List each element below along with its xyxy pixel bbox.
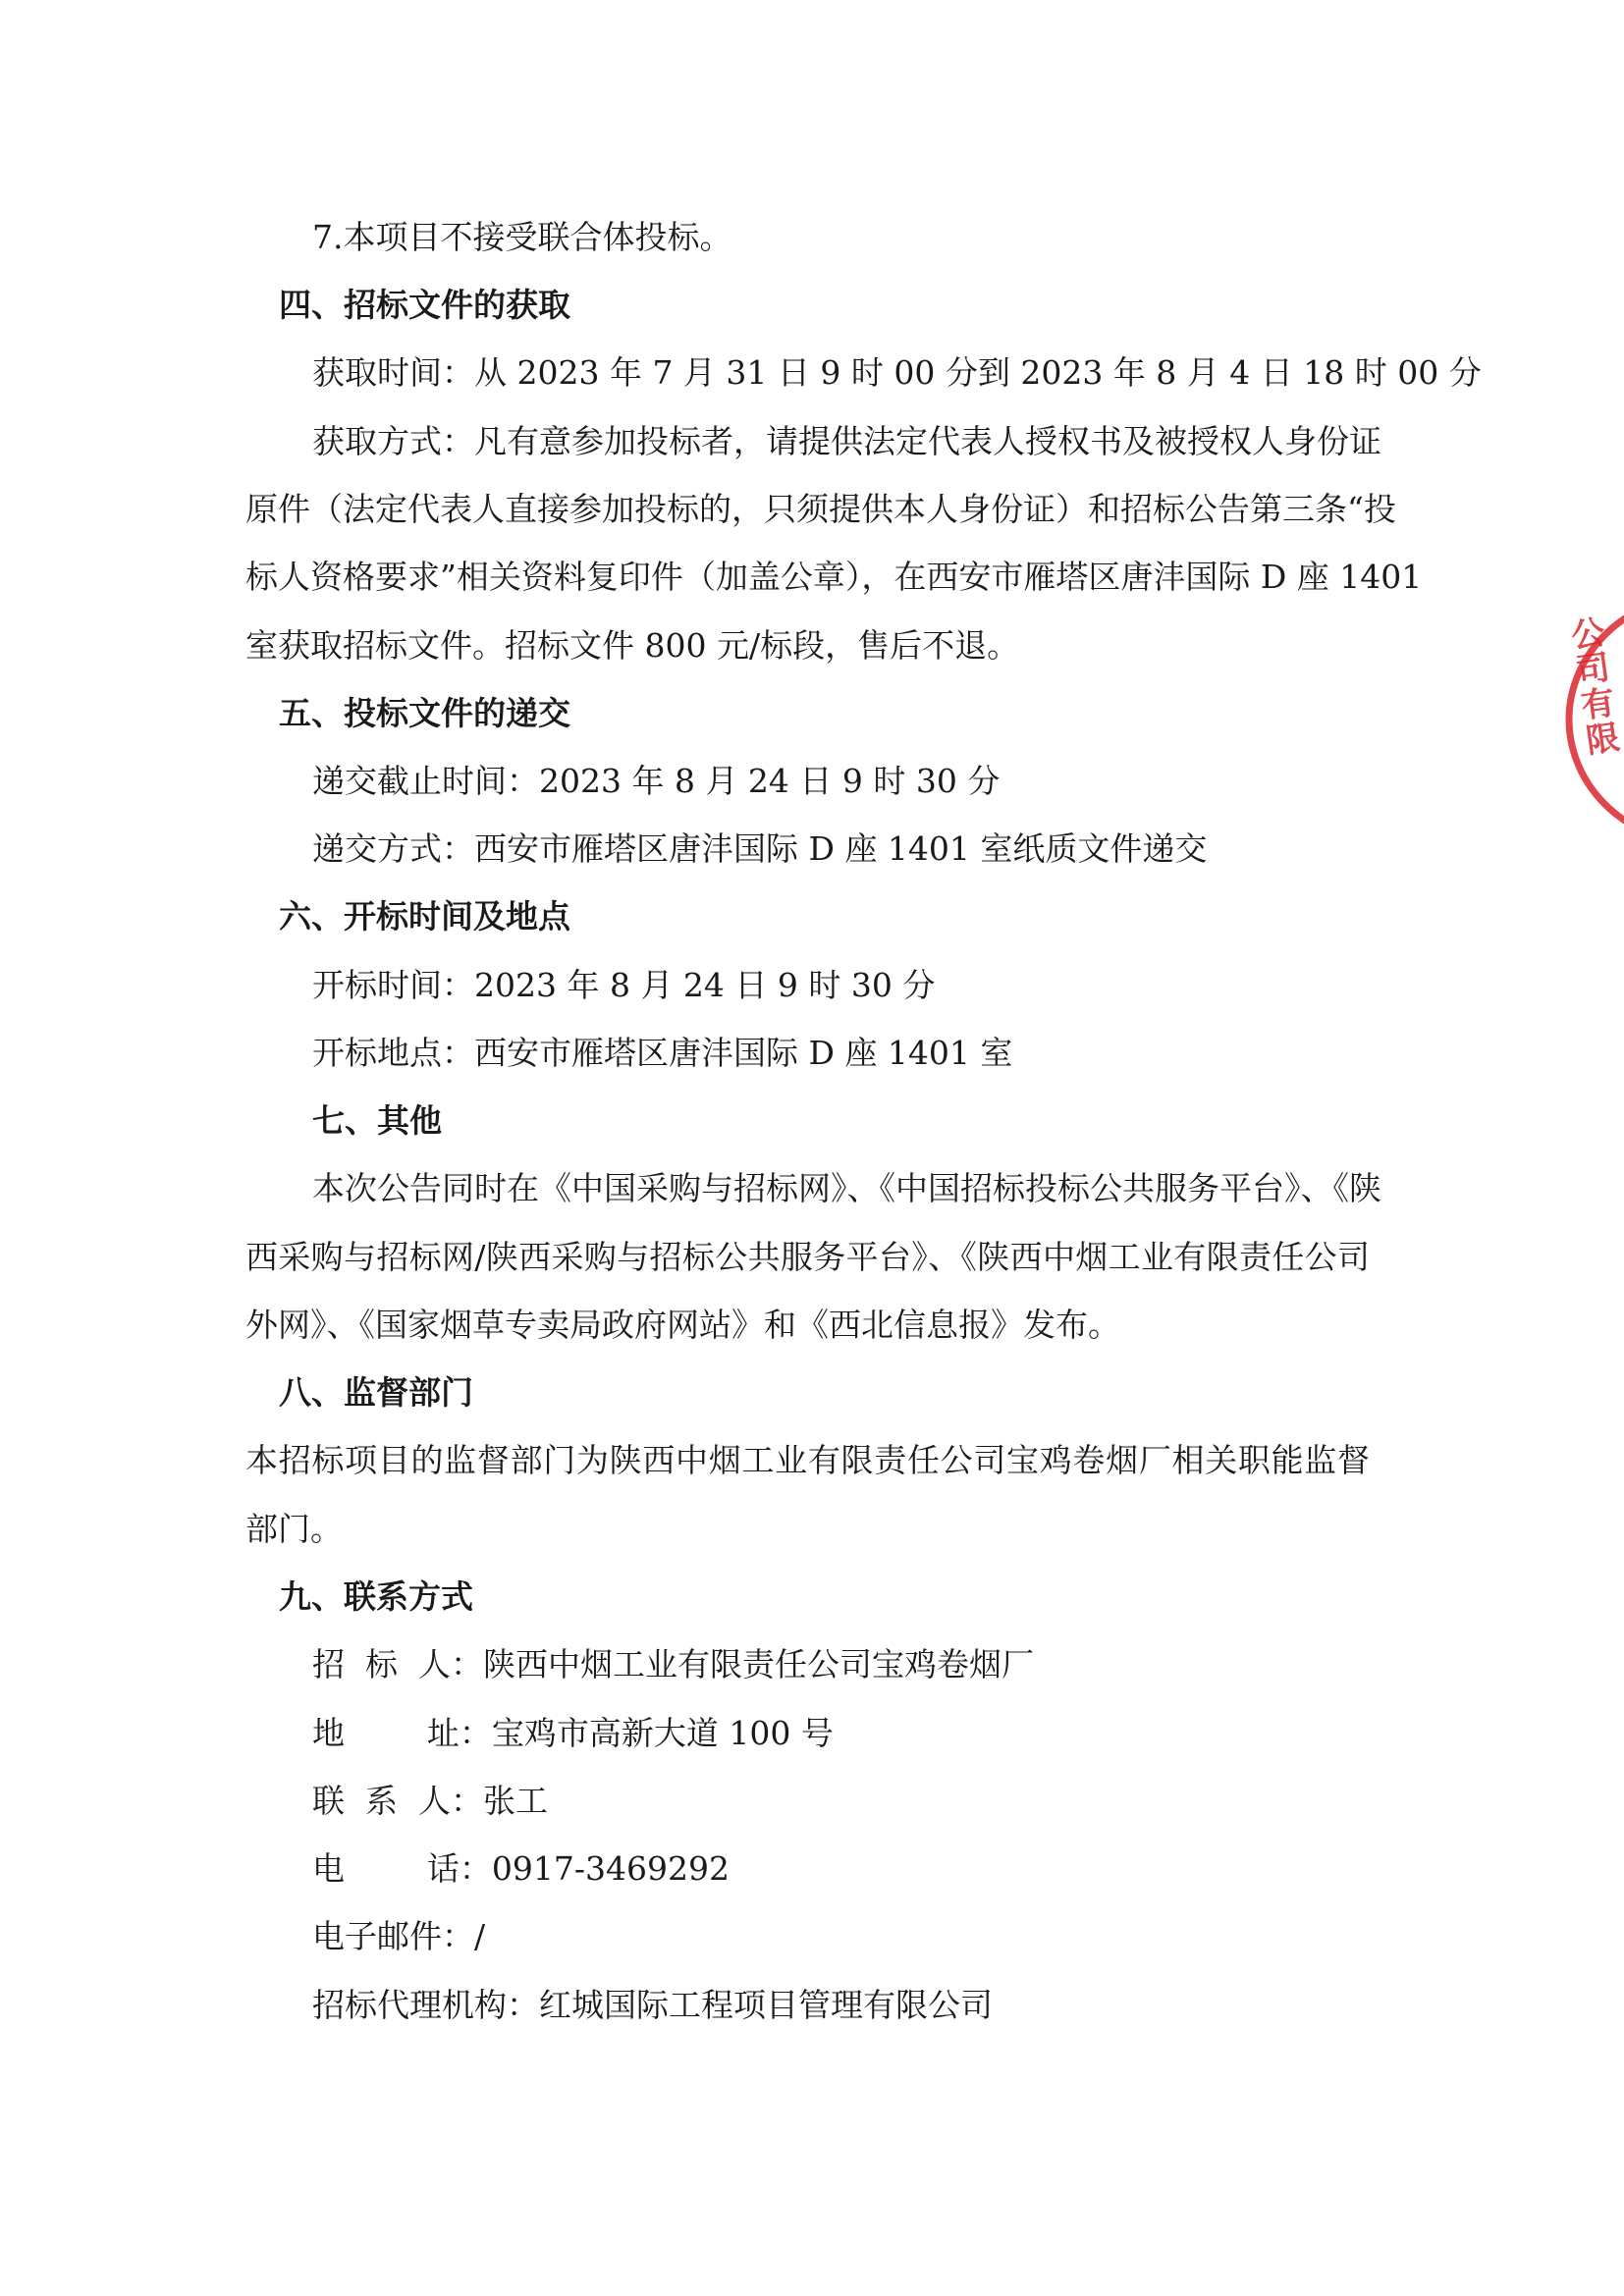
- item-7-no-consortium: 7.本项目不接受联合体投标。: [312, 218, 732, 256]
- opening-time: 开标时间：2023 年 8 月 24 日 9 时 30 分: [312, 966, 936, 1004]
- contact-person: 联 系 人：张工: [312, 1782, 548, 1820]
- supervision-line-2: 部门。: [245, 1510, 343, 1548]
- company-seal-stamp: [1559, 587, 1624, 852]
- acquire-method-line-3: 标人资格要求”相关资料复印件（加盖公章），在西安市雁塔区唐沣国际 D 座 1401: [245, 558, 1423, 596]
- section-4-heading: 四、招标文件的获取: [279, 286, 570, 324]
- section-6-heading: 六、开标时间及地点: [279, 897, 570, 935]
- submission-deadline: 递交截止时间：2023 年 8 月 24 日 9 时 30 分: [312, 762, 1001, 800]
- section-7-heading: 七、其他: [312, 1101, 442, 1140]
- seal-text: 公司有限: [1568, 613, 1623, 762]
- section-9-heading: 九、联系方式: [279, 1577, 473, 1616]
- acquire-method-line-4: 室获取招标文件。招标文件 800 元/标段，售后不退。: [245, 626, 1020, 665]
- other-line-2: 西采购与招标网/陕西采购与招标公共服务平台》、《陕西中烟工业有限责任公司: [245, 1238, 1370, 1276]
- supervision-line-1: 本招标项目的监督部门为陕西中烟工业有限责任公司宝鸡卷烟厂相关职能监督: [245, 1441, 1370, 1479]
- other-line-3: 外网》、《国家烟草专卖局政府网站》和《西北信息报》发布。: [245, 1306, 1120, 1344]
- contact-tenderer: 招 标 人：陕西中烟工业有限责任公司宝鸡卷烟厂: [312, 1645, 1034, 1683]
- submission-method: 递交方式：西安市雁塔区唐沣国际 D 座 1401 室纸质文件递交: [312, 829, 1208, 868]
- acquire-method-line-2: 原件（法定代表人直接参加投标的，只须提供本人身份证）和招标公告第三条“投: [245, 490, 1396, 528]
- acquire-method-line-1: 获取方式：凡有意参加投标者，请提供法定代表人授权书及被授权人身份证: [312, 422, 1381, 460]
- contact-address: 地 址：宝鸡市高新大道 100 号: [312, 1714, 834, 1752]
- contact-agency: 招标代理机构：红城国际工程项目管理有限公司: [312, 1986, 993, 2024]
- acquire-time: 获取时间：从 2023 年 7 月 31 日 9 时 00 分到 2023 年 8 月 4 日 18 时 00 分: [312, 353, 1482, 392]
- other-line-1: 本次公告同时在《中国采购与招标网》、《中国招标投标公共服务平台》、《陕: [312, 1169, 1381, 1207]
- contact-email: 电子邮件：/: [312, 1917, 486, 1955]
- contact-phone: 电 话：0917-3469292: [312, 1849, 731, 1888]
- section-5-heading: 五、投标文件的递交: [279, 694, 570, 732]
- section-8-heading: 八、监督部门: [279, 1373, 473, 1412]
- opening-place: 开标地点：西安市雁塔区唐沣国际 D 座 1401 室: [312, 1034, 1013, 1072]
